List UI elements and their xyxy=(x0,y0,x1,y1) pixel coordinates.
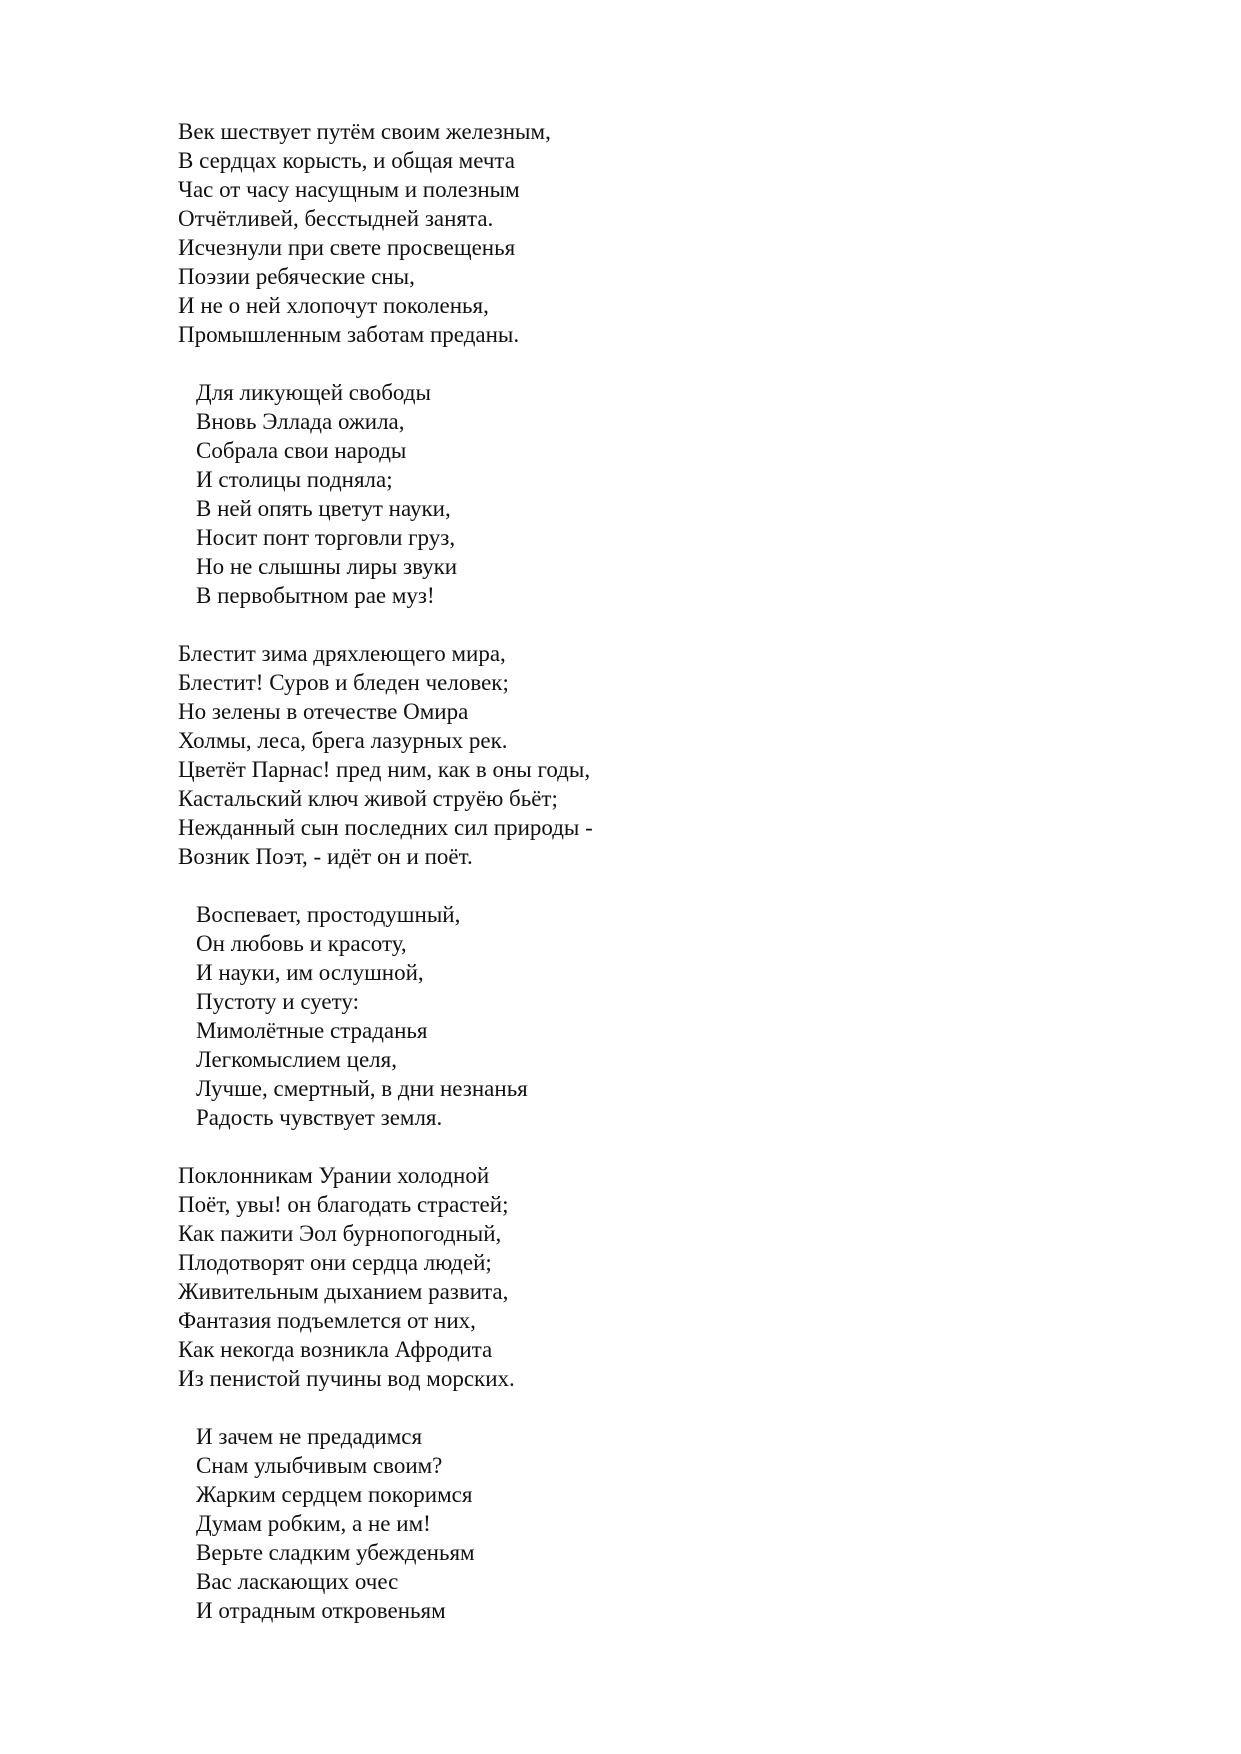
poem-line: Как некогда возникла Афродита xyxy=(178,1337,493,1362)
poem-line: Возник Поэт, - идёт он и поёт. xyxy=(178,844,473,869)
poem-line: Отчётливей, бесстыдней занята. xyxy=(178,206,494,231)
poem-line: Но не слышны лиры звуки xyxy=(196,554,458,579)
poem-line: Цветёт Парнас! пред ним, как в оны годы, xyxy=(178,757,591,782)
stanza-4 xyxy=(178,900,1178,1132)
poem-line: Час от часу насущным и полезным xyxy=(178,177,520,202)
poem-line: Промышленным заботам преданы. xyxy=(178,322,520,347)
poem-line: И науки, им ослушной, xyxy=(196,960,424,985)
poem-line: В сердцах корысть, и общая мечта xyxy=(178,148,515,173)
poem-line: Из пенистой пучины вод морских. xyxy=(178,1366,515,1391)
stanza-6 xyxy=(178,1422,1178,1625)
poem-line: Поклонникам Урании холодной xyxy=(178,1163,490,1188)
poem-line: Фантазия подъемлется от них, xyxy=(178,1308,476,1333)
poem-line: Нежданный сын последних сил природы - xyxy=(178,815,593,840)
poem-line: Вновь Эллада ожила, xyxy=(196,409,405,434)
stanza-2 xyxy=(178,378,1178,610)
poem-line: Век шествует путём своим железным, xyxy=(178,119,551,144)
poem-line: И зачем не предадимся xyxy=(196,1424,423,1449)
poem-line: Пустоту и суету: xyxy=(196,989,359,1014)
poem-line: Кастальский ключ живой струёю бьёт; xyxy=(178,786,558,811)
poem-line: Для ликующей свободы xyxy=(196,380,431,405)
poem-line: Радость чувствует земля. xyxy=(196,1105,443,1130)
poem-line: В первобытном рае муз! xyxy=(196,583,435,608)
poem-line: Холмы, леса, брега лазурных рек. xyxy=(178,728,508,753)
poem-line: Он любовь и красоту, xyxy=(196,931,407,956)
poem-line: Как пажити Эол бурнопогодный, xyxy=(178,1221,502,1246)
poem-line: Поёт, увы! он благодать страстей; xyxy=(178,1192,509,1217)
poem-line: Исчезнули при свете просвещенья xyxy=(178,235,516,260)
poem-text xyxy=(178,117,1178,1625)
poem-line: И столицы подняла; xyxy=(196,467,393,492)
poem-line: Лучше, смертный, в дни незнанья xyxy=(196,1076,528,1101)
stanza-5 xyxy=(178,1161,1178,1393)
poem-line: Воспевает, простодушный, xyxy=(196,902,461,927)
poem-line: Плодотворят они сердца людей; xyxy=(178,1250,492,1275)
poem-line: Верьте сладким убежденьям xyxy=(196,1540,475,1565)
poem-line: Думам робким, а не им! xyxy=(196,1511,431,1536)
poem-line: Вас ласкающих очес xyxy=(196,1569,399,1594)
poem-line: И отрадным откровеньям xyxy=(196,1598,446,1623)
poem-line: Но зелены в отечестве Омира xyxy=(178,699,469,724)
poem-line: Жарким сердцем покоримся xyxy=(196,1482,473,1507)
poem-line: Блестит! Суров и бледен человек; xyxy=(178,670,509,695)
poem-line: В ней опять цветут науки, xyxy=(196,496,451,521)
poem-line: Носит понт торговли груз, xyxy=(196,525,456,550)
stanza-3 xyxy=(178,639,1178,871)
poem-line: Живительным дыханием развита, xyxy=(178,1279,509,1304)
poem-line: Блестит зима дряхлеющего мира, xyxy=(178,641,506,666)
poem-line: Легкомыслием целя, xyxy=(196,1047,397,1072)
stanza-1 xyxy=(178,117,1178,349)
poem-line: Собрала свои народы xyxy=(196,438,407,463)
poem-line: Мимолётные страданья xyxy=(196,1018,428,1043)
poem-line: И не о ней хлопочут поколенья, xyxy=(178,293,489,318)
poem-line: Поэзии ребяческие сны, xyxy=(178,264,415,289)
poem-line: Снам улыбчивым своим? xyxy=(196,1453,443,1478)
